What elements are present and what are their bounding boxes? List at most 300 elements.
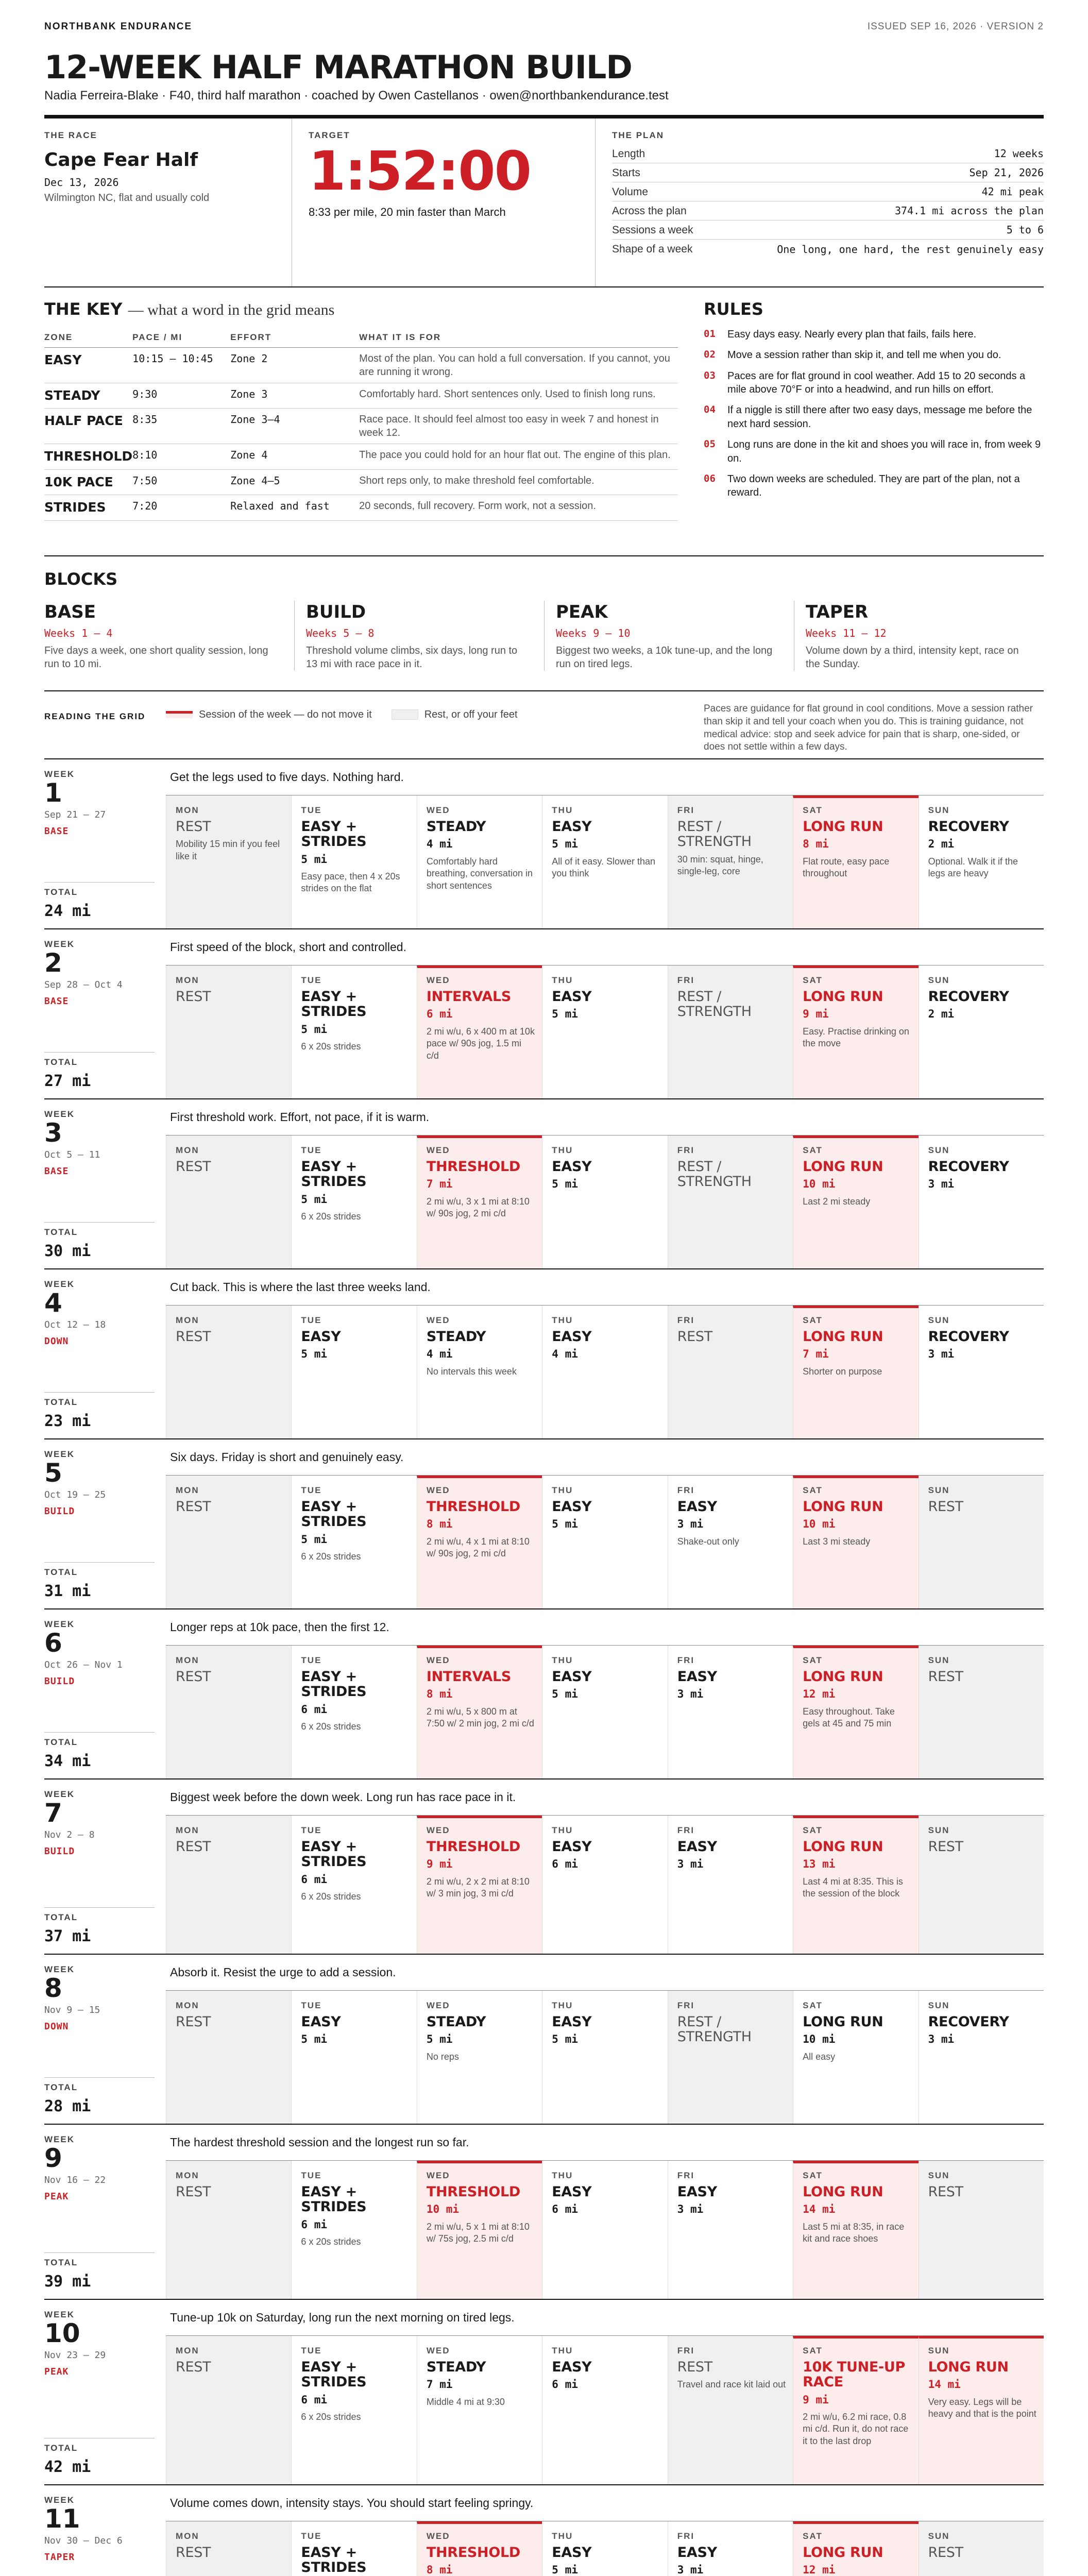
- key-purpose: Race pace. It should feel almost too easy in week 7 and honest in week 12.: [359, 409, 678, 444]
- target-label: TARGET: [309, 130, 350, 141]
- target-panel: [292, 118, 596, 286]
- day-name: MON: [176, 2346, 199, 2356]
- session-distance: 10 mi: [803, 1518, 836, 1531]
- day-name: TUE: [301, 2171, 322, 2181]
- day-cell: [668, 795, 793, 928]
- plan-row: [612, 144, 1044, 163]
- week-total: [44, 1392, 155, 1438]
- day-cell: [668, 1646, 793, 1778]
- day-name: WED: [426, 1825, 450, 1836]
- day-cell: [542, 1816, 667, 1954]
- week-total-value: 39 mi: [44, 2273, 91, 2291]
- block-weeks: Weeks 1 – 4: [44, 626, 113, 639]
- rule-number: 01: [704, 328, 716, 340]
- session-type: EASY + STRIDES: [301, 2545, 367, 2576]
- session-type: REST: [928, 1669, 963, 1685]
- session-type: THRESHOLD: [426, 2184, 521, 2200]
- week-label: WEEK: [44, 2495, 75, 2505]
- week-label: WEEK: [44, 1109, 75, 1120]
- day-name: SUN: [928, 975, 950, 986]
- session-detail: 6 x 20s strides: [301, 1891, 361, 1902]
- week-days: [166, 2521, 1044, 2576]
- block-name: TAPER: [806, 601, 869, 622]
- session-distance: 5 mi: [552, 1178, 578, 1191]
- key-zone: EASY: [44, 347, 132, 383]
- session-distance: 7 mi: [426, 1178, 453, 1191]
- day-cell: [417, 2521, 542, 2576]
- key-col-effort: EFFORT: [230, 332, 359, 348]
- day-name: TUE: [301, 1145, 322, 1156]
- session-type: REST: [176, 1159, 211, 1175]
- day-name: THU: [552, 1145, 573, 1156]
- week-total: [44, 1052, 155, 1098]
- plan-row-value: Sep 21, 2026: [969, 166, 1044, 179]
- week-row: [44, 1099, 1044, 1269]
- week-row: [44, 759, 1044, 929]
- day-name: WED: [426, 2346, 450, 2356]
- session-detail: Easy pace, then 4 x 20s strides on the flat: [301, 871, 400, 894]
- session-type: REST: [176, 1329, 211, 1345]
- week-total-label: TOTAL: [44, 1227, 78, 1238]
- day-name: SAT: [803, 2001, 823, 2011]
- rule-text: If a niggle is still there after two easy days, message me before the next hard session.: [727, 404, 1032, 430]
- block-description: Volume down by a third, intensity kept, race on the Sunday.: [806, 645, 1019, 670]
- session-type: EASY: [301, 2014, 341, 2030]
- legend-rest-label: Rest, or off your feet: [424, 709, 518, 721]
- day-name: WED: [426, 1485, 450, 1496]
- session-distance: 12 mi: [803, 2564, 836, 2576]
- key-row: [44, 495, 678, 521]
- week-summary: [44, 1609, 166, 1778]
- session-distance: 5 mi: [301, 853, 327, 866]
- day-cell: [291, 2161, 416, 2299]
- session-type: REST: [176, 2545, 211, 2561]
- plan-row: [612, 163, 1044, 182]
- race-name: Cape Fear Half: [44, 149, 198, 171]
- session-detail: 6 x 20s strides: [301, 1721, 361, 1732]
- day-cell: [542, 2161, 667, 2299]
- session-type: REST / STRENGTH: [677, 1159, 752, 1190]
- session-detail: Comfortably hard breathing, conversation in short sentences: [426, 856, 533, 891]
- day-cell: [793, 795, 918, 928]
- session-type: INTERVALS: [426, 989, 512, 1005]
- week-total-value: 23 mi: [44, 1412, 91, 1431]
- session-detail: All of it easy. Slower than you think: [552, 856, 656, 879]
- session-detail: 30 min: squat, hinge, single-leg, core: [677, 854, 763, 876]
- day-name: MON: [176, 1145, 199, 1156]
- block-name: BASE: [44, 601, 96, 622]
- key-pace: 10:15 – 10:45: [132, 347, 230, 383]
- week-total-label: TOTAL: [44, 2082, 78, 2093]
- session-type: EASY: [552, 2545, 592, 2561]
- plan-row: [612, 182, 1044, 201]
- day-name: THU: [552, 1655, 573, 1666]
- plan-row-key: Length: [612, 147, 645, 160]
- day-name: TUE: [301, 2001, 322, 2011]
- session-detail: Shorter on purpose: [803, 1366, 882, 1377]
- week-detail: [166, 2300, 1044, 2484]
- week-label: WEEK: [44, 1964, 75, 1975]
- day-cell: [668, 2336, 793, 2484]
- session-distance: 4 mi: [426, 1348, 453, 1361]
- session-type: REST: [176, 2014, 211, 2030]
- day-name: TUE: [301, 1315, 322, 1326]
- key-row: [44, 469, 678, 495]
- day-name: MON: [176, 975, 199, 986]
- session-type: REST / STRENGTH: [677, 2014, 752, 2045]
- day-name: TUE: [301, 1655, 322, 1666]
- day-name: WED: [426, 2171, 450, 2181]
- week-label: WEEK: [44, 2134, 75, 2145]
- session-distance: 6 mi: [301, 2393, 327, 2406]
- issued-date: ISSUED SEP 16, 2026 · VERSION 2: [867, 21, 1044, 32]
- session-detail: Optional. Walk it if the legs are heavy: [928, 856, 1018, 879]
- week-detail: [166, 1269, 1044, 1438]
- day-name: FRI: [677, 975, 695, 986]
- day-name: SUN: [928, 1145, 950, 1156]
- session-distance: 4 mi: [552, 1348, 578, 1361]
- week-total-value: 24 mi: [44, 902, 91, 921]
- week-focus: Cut back. This is where the last three weeks land.: [166, 1269, 1044, 1306]
- week-total-value: 37 mi: [44, 1927, 91, 1946]
- session-type: REST: [176, 2359, 211, 2376]
- key-pace: 9:30: [132, 383, 230, 409]
- day-cell: [417, 965, 542, 1098]
- target-pace: 8:33 per mile, 20 min faster than March: [309, 206, 506, 219]
- plan-row-value: 374.1 mi across the plan: [895, 205, 1044, 217]
- session-detail: 2 mi w/u, 3 x 1 mi at 8:10 w/ 90s jog, 2 mi c/d: [426, 1196, 530, 1219]
- session-type: REST: [677, 2359, 712, 2376]
- key-table: [44, 332, 678, 521]
- key-heading: [44, 299, 678, 320]
- key-purpose: Most of the plan. You can hold a full conversation. If you cannot, you are running it wrong.: [359, 347, 678, 383]
- day-cell: [793, 965, 918, 1098]
- session-type: LONG RUN: [803, 1669, 883, 1685]
- session-type: EASY + STRIDES: [301, 1839, 367, 1870]
- plan-row-value: 12 weeks: [994, 147, 1044, 160]
- week-total-label: TOTAL: [44, 887, 78, 897]
- plan-panel: [596, 118, 1044, 286]
- race-label: THE RACE: [44, 130, 97, 141]
- week-total-label: TOTAL: [44, 1567, 78, 1578]
- session-distance: 3 mi: [928, 2033, 955, 2046]
- day-cell: [668, 1816, 793, 1954]
- week-phase: BASE: [44, 825, 69, 837]
- session-distance: 14 mi: [803, 2203, 836, 2216]
- day-cell: [919, 1306, 1044, 1438]
- day-cell: [417, 2161, 542, 2299]
- legend-title: READING THE GRID: [44, 711, 146, 722]
- week-total-label: TOTAL: [44, 1912, 78, 1923]
- rule-number: 03: [704, 369, 716, 381]
- day-cell: [919, 1816, 1044, 1954]
- session-type: EASY + STRIDES: [301, 2184, 367, 2215]
- week-summary: [44, 1269, 166, 1438]
- session-distance: 5 mi: [552, 2564, 578, 2576]
- week-total-value: 42 mi: [44, 2458, 91, 2477]
- week-detail: [166, 1955, 1044, 2124]
- week-row: [44, 1955, 1044, 2125]
- plan-row-key: Starts: [612, 166, 640, 179]
- week-summary: [44, 2300, 166, 2484]
- day-cell: [166, 1306, 291, 1438]
- session-detail: No reps: [426, 2051, 459, 2062]
- session-distance: 9 mi: [426, 1858, 453, 1871]
- key-col-zone: ZONE: [44, 332, 132, 348]
- session-type: REST / STRENGTH: [677, 989, 752, 1020]
- session-distance: 5 mi: [301, 2033, 327, 2046]
- day-name: FRI: [677, 805, 695, 816]
- key-purpose: The pace you could hold for an hour flat out. The engine of this plan.: [359, 444, 678, 470]
- session-distance: 5 mi: [301, 1348, 327, 1361]
- week-total: [44, 882, 155, 928]
- target-time: 1:52:00: [309, 140, 531, 203]
- week-row: [44, 1439, 1044, 1609]
- day-cell: [668, 965, 793, 1098]
- session-detail: 6 x 20s strides: [301, 2411, 361, 2422]
- session-distance: 3 mi: [677, 1518, 704, 1531]
- day-cell: [793, 1306, 918, 1438]
- key-zone: 10K PACE: [44, 469, 132, 495]
- week-total-value: 27 mi: [44, 1072, 91, 1091]
- session-distance: 6 mi: [301, 1873, 327, 1886]
- week-focus: Six days. Friday is short and genuinely easy.: [166, 1439, 1044, 1476]
- session-distance: 3 mi: [677, 1858, 704, 1871]
- session-distance: 8 mi: [803, 838, 829, 851]
- day-name: FRI: [677, 1145, 695, 1156]
- week-total: [44, 2077, 155, 2124]
- rule-number: 04: [704, 404, 716, 416]
- day-cell: [417, 1136, 542, 1268]
- session-distance: 5 mi: [301, 1193, 327, 1206]
- week-dates: Nov 23 – 29: [44, 2350, 106, 2361]
- session-type: LONG RUN: [803, 2014, 883, 2030]
- week-total: [44, 1222, 155, 1268]
- plan-row-value: One long, one hard, the rest genuinely easy: [777, 243, 1044, 256]
- session-distance: 14 mi: [928, 2378, 961, 2391]
- plan-row-key: Volume: [612, 185, 649, 198]
- day-name: MON: [176, 805, 199, 816]
- session-distance: 5 mi: [301, 1533, 327, 1546]
- day-cell: [542, 2521, 667, 2576]
- day-cell: [417, 1306, 542, 1438]
- session-type: EASY: [677, 2545, 717, 2561]
- day-name: SAT: [803, 1485, 823, 1496]
- day-cell: [793, 2336, 918, 2484]
- rule-item: [704, 472, 1044, 500]
- session-detail: Travel and race kit laid out: [677, 2379, 786, 2390]
- day-name: THU: [552, 1485, 573, 1496]
- day-cell: [793, 1816, 918, 1954]
- session-type: EASY + STRIDES: [301, 2359, 367, 2391]
- session-distance: 8 mi: [426, 1688, 453, 1701]
- key-zone: STRIDES: [44, 495, 132, 521]
- day-name: TUE: [301, 2531, 322, 2541]
- day-cell: [166, 965, 291, 1098]
- week-phase: PEAK: [44, 2366, 69, 2377]
- session-detail: 2 mi w/u, 6.2 mi race, 0.8 mi c/d. Run it, do not race it to the last drop: [803, 2411, 909, 2446]
- key-purpose: Comfortably hard. Short sentences only. Used to finish long runs.: [359, 383, 678, 409]
- rule-number: 05: [704, 438, 716, 450]
- week-phase: DOWN: [44, 2021, 69, 2032]
- block-name: BUILD: [306, 601, 366, 622]
- day-name: SUN: [928, 805, 950, 816]
- day-cell: [166, 2336, 291, 2484]
- day-cell: [668, 2161, 793, 2299]
- day-name: SUN: [928, 2001, 950, 2011]
- legend-key-label: Session of the week — do not move it: [199, 709, 372, 721]
- week-detail: [166, 1609, 1044, 1778]
- session-distance: 5 mi: [552, 2033, 578, 2046]
- rule-text: Move a session rather than skip it, and tell me when you do.: [727, 349, 1001, 361]
- day-cell: [542, 2336, 667, 2484]
- day-cell: [417, 1991, 542, 2124]
- session-type: RECOVERY: [928, 989, 1009, 1005]
- week-total: [44, 1732, 155, 1778]
- day-cell: [793, 2521, 918, 2576]
- block-description: Threshold volume climbs, six days, long run to 13 mi with race pace in it.: [306, 645, 518, 670]
- session-detail: 2 mi w/u, 5 x 800 m at 7:50 w/ 2 min jog, 2 mi c/d: [426, 1706, 534, 1729]
- plan-row-key: Sessions a week: [612, 224, 693, 236]
- block-description: Five days a week, one short quality session, long run to 10 mi.: [44, 645, 268, 670]
- week-phase: BUILD: [44, 1505, 75, 1517]
- day-cell: [542, 1646, 667, 1778]
- week-phase: BUILD: [44, 1845, 75, 1857]
- day-cell: [793, 1476, 918, 1608]
- week-total-value: 31 mi: [44, 1582, 91, 1601]
- session-distance: 5 mi: [301, 1023, 327, 1036]
- week-total-value: 30 mi: [44, 1242, 91, 1261]
- week-days: [166, 2336, 1044, 2484]
- week-dates: Sep 21 – 27: [44, 809, 106, 821]
- session-detail: 6 x 20s strides: [301, 1551, 361, 1562]
- day-cell: [291, 1816, 416, 1954]
- rules-list: [704, 328, 1044, 500]
- session-detail: 2 mi w/u, 2 x 2 mi at 8:10 w/ 3 min jog, 3 mi c/d: [426, 1876, 530, 1899]
- session-type: EASY: [301, 1329, 341, 1345]
- session-detail: 2 mi w/u, 6 x 400 m at 10k pace w/ 90s jog, 1.5 mi c/d: [426, 1026, 535, 1061]
- week-total-label: TOTAL: [44, 1397, 78, 1408]
- session-distance: 2 mi: [928, 1008, 955, 1021]
- day-cell: [166, 795, 291, 928]
- session-type: EASY: [552, 819, 592, 835]
- rule-item: [704, 328, 1044, 341]
- week-phase: BASE: [44, 995, 69, 1007]
- key-pace: 8:10: [132, 444, 230, 470]
- day-cell: [417, 1646, 542, 1778]
- day-name: TUE: [301, 1485, 322, 1496]
- page-title: 12-WEEK HALF MARATHON BUILD: [44, 48, 632, 86]
- week-focus: Absorb it. Resist the urge to add a session.: [166, 1955, 1044, 1991]
- week-summary: [44, 2485, 166, 2576]
- week-detail: [166, 759, 1044, 928]
- key-effort: Zone 2: [230, 347, 359, 383]
- day-cell: [166, 1476, 291, 1608]
- day-cell: [417, 1476, 542, 1608]
- race-panel: [44, 118, 292, 286]
- plan-row-value: 5 to 6: [1006, 224, 1044, 236]
- day-cell: [417, 795, 542, 928]
- day-cell: [793, 1991, 918, 2124]
- session-detail: 6 x 20s strides: [301, 1041, 361, 1052]
- day-cell: [919, 1646, 1044, 1778]
- day-cell: [542, 965, 667, 1098]
- session-type: RECOVERY: [928, 819, 1009, 835]
- day-cell: [542, 1991, 667, 2124]
- plan-label: THE PLAN: [612, 130, 664, 141]
- week-focus: Tune-up 10k on Saturday, long run the next morning on tired legs.: [166, 2300, 1044, 2336]
- race-date: Dec 13, 2026: [44, 176, 119, 189]
- week-number: 9: [44, 2143, 62, 2174]
- block-description: Biggest two weeks, a 10k tune-up, and the long run on tired legs.: [556, 645, 773, 670]
- session-type: EASY: [677, 1839, 717, 1855]
- plan-row: [612, 201, 1044, 221]
- session-type: STEADY: [426, 1329, 486, 1345]
- session-type: EASY: [552, 1839, 592, 1855]
- session-type: EASY: [552, 2184, 592, 2200]
- session-distance: 5 mi: [552, 838, 578, 851]
- week-number: 4: [44, 1288, 62, 1318]
- session-type: REST: [176, 989, 211, 1005]
- day-name: WED: [426, 2531, 450, 2541]
- block-card: [44, 601, 294, 671]
- session-distance: 5 mi: [552, 1688, 578, 1701]
- rule-text: Two down weeks are scheduled. They are part of the plan, not a reward.: [727, 473, 1020, 499]
- day-cell: [166, 2161, 291, 2299]
- week-phase: TAPER: [44, 2551, 75, 2563]
- key-pace: 7:50: [132, 469, 230, 495]
- key-session-swatch: [166, 711, 193, 718]
- blocks-heading: BLOCKS: [44, 569, 118, 589]
- rule-item: [704, 403, 1044, 431]
- day-cell: [542, 1476, 667, 1608]
- legend-key-session: [166, 703, 372, 721]
- key-title: THE KEY: [44, 299, 123, 319]
- day-name: FRI: [677, 1825, 695, 1836]
- session-distance: 6 mi: [301, 2218, 327, 2231]
- session-type: LONG RUN: [803, 2184, 883, 2200]
- key-purpose: 20 seconds, full recovery. Form work, not a session.: [359, 495, 678, 521]
- week-dates: Oct 26 – Nov 1: [44, 1659, 123, 1671]
- week-total: [44, 1562, 155, 1608]
- session-type: EASY: [552, 2359, 592, 2376]
- session-distance: 9 mi: [803, 1008, 829, 1021]
- day-name: TUE: [301, 1825, 322, 1836]
- day-cell: [166, 1136, 291, 1268]
- session-detail: Easy. Practise drinking on the move: [803, 1026, 909, 1049]
- session-type: REST: [928, 1499, 963, 1515]
- day-name: SAT: [803, 1145, 823, 1156]
- day-name: THU: [552, 1825, 573, 1836]
- day-name: FRI: [677, 1485, 695, 1496]
- session-type: EASY + STRIDES: [301, 819, 367, 850]
- day-cell: [919, 2336, 1044, 2484]
- session-distance: 5 mi: [426, 2033, 453, 2046]
- day-name: THU: [552, 1315, 573, 1326]
- week-focus: Longer reps at 10k pace, then the first 12.: [166, 1609, 1044, 1646]
- session-distance: 9 mi: [803, 2393, 829, 2406]
- day-cell: [668, 1991, 793, 2124]
- day-cell: [919, 1476, 1044, 1608]
- day-name: SUN: [928, 2171, 950, 2181]
- key-zone: THRESHOLD: [44, 444, 132, 470]
- session-type: LONG RUN: [803, 819, 883, 835]
- rule-item: [704, 369, 1044, 397]
- day-name: THU: [552, 2001, 573, 2011]
- week-total-label: TOTAL: [44, 1737, 78, 1748]
- day-cell: [542, 1306, 667, 1438]
- day-cell: [291, 1136, 416, 1268]
